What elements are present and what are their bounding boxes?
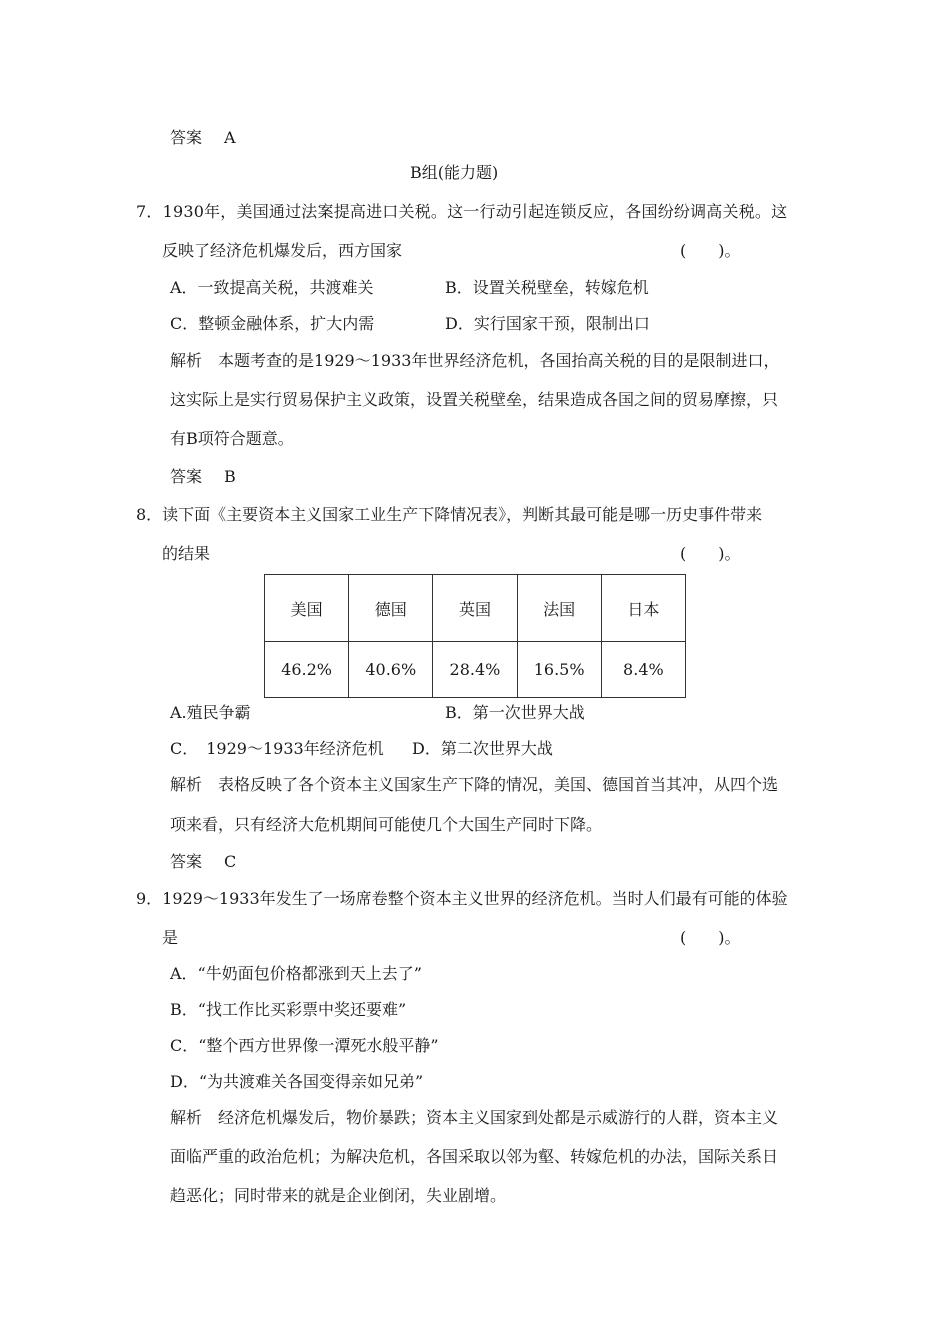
q9-option-b: B．“找工作比买彩票中奖还要难”: [170, 1000, 407, 1019]
analysis-text: 经济危机爆发后，物价暴跌；资本主义国家到处都是示威游行的人群，资本主义: [218, 1108, 779, 1127]
q9-analysis-line3: 趋恶化；同时带来的就是企业倒闭，失业剧增。: [170, 1186, 507, 1205]
analysis-label: 解析: [170, 1108, 203, 1127]
q7-answer: [170, 467, 236, 487]
answer-label: 答案: [170, 467, 203, 486]
q8-analysis-line2: 项来看，只有经济大危机期间可能使几个大国生产同时下降。: [170, 815, 603, 834]
q9-option-c: C．“整个西方世界像一潭死水般平静”: [170, 1036, 439, 1055]
table-header-cell: 美国: [265, 575, 349, 642]
q8-option-a: A.殖民争霸: [170, 703, 251, 722]
q9-stem-line2: 是: [162, 928, 179, 947]
analysis-text: 本题考查的是1929～1933年世界经济危机，各国抬高关税的目的是限制进口，: [218, 351, 780, 370]
q8-answer-bracket: ( )。: [680, 544, 741, 563]
q8-answer: [170, 852, 236, 872]
analysis-label: 解析: [170, 775, 203, 794]
table-cell: 16.5%: [517, 642, 601, 698]
q7-stem-line2: 反映了经济危机爆发后，西方国家: [162, 241, 403, 260]
q7-option-b: B．设置关税壁垒，转嫁危机: [445, 278, 649, 297]
q8-option-b: B．第一次世界大战: [445, 703, 585, 722]
analysis-text: 表格反映了各个资本主义国家生产下降的情况，美国、德国首当其冲，从四个选: [218, 775, 779, 794]
q8-stem-line1: 8．读下面《主要资本主义国家工业生产下降情况表》，判断其最可能是哪一历史事件带来: [136, 505, 763, 524]
q9-answer-bracket: ( )。: [680, 928, 741, 947]
q9-option-d: D．“为共渡难关各国变得亲如兄弟”: [170, 1072, 424, 1091]
table-header-cell: 法国: [517, 575, 601, 642]
q7-analysis-line2: 这实际上是实行贸易保护主义政策，设置关税壁垒，结果造成各国之间的贸易摩擦，只: [170, 390, 779, 409]
q9-stem-line1: 9．1929～1933年发生了一场席卷整个资本主义世界的经济危机。当时人们最有可能的体验: [136, 889, 788, 908]
q8-option-d: D．第二次世界大战: [412, 739, 553, 758]
answer-value: B: [224, 467, 236, 486]
q9-analysis-line2: 面临严重的政治危机；为解决危机，各国采取以邻为壑、转嫁危机的办法，国际关系日: [170, 1147, 779, 1166]
answer-label: 答案: [170, 852, 203, 871]
q6-answer: [170, 128, 236, 148]
table-cell: 46.2%: [265, 642, 349, 698]
table-header-cell: 德国: [349, 575, 433, 642]
answer-label: 答案: [170, 128, 203, 147]
table-header-cell: 日本: [601, 575, 685, 642]
q7-option-c: C．整顿金融体系，扩大内需: [170, 314, 375, 333]
production-decline-table: [264, 574, 686, 698]
answer-value: A: [224, 128, 236, 147]
q9-option-a: A．“牛奶面包价格都涨到天上去了”: [170, 964, 422, 983]
table-cell: 28.4%: [433, 642, 517, 698]
table-header-cell: 英国: [433, 575, 517, 642]
q7-answer-bracket: ( )。: [680, 241, 741, 260]
q9-analysis-line1: [170, 1108, 778, 1128]
q8-option-c: C． 1929～1933年经济危机: [170, 739, 384, 758]
table-cell: 8.4%: [601, 642, 685, 698]
answer-value: C: [224, 852, 237, 871]
q7-option-d: D．实行国家干预，限制出口: [445, 314, 650, 333]
q7-option-a: A．一致提高关税，共渡难关: [170, 278, 374, 297]
q7-analysis-line3: 有B项符合题意。: [170, 429, 294, 448]
table-header-row: [265, 575, 686, 642]
table-cell: 40.6%: [349, 642, 433, 698]
analysis-label: 解析: [170, 351, 203, 370]
q8-analysis-line1: [170, 775, 778, 795]
table-row: [265, 642, 686, 698]
q7-analysis-line1: [170, 351, 779, 371]
q7-stem-line1: 7．1930年，美国通过法案提高进口关税。这一行动引起连锁反应，各国纷纷调高关税。这: [136, 202, 788, 221]
q8-stem-line2: 的结果: [162, 544, 211, 563]
section-heading: B组(能力题): [410, 163, 499, 182]
